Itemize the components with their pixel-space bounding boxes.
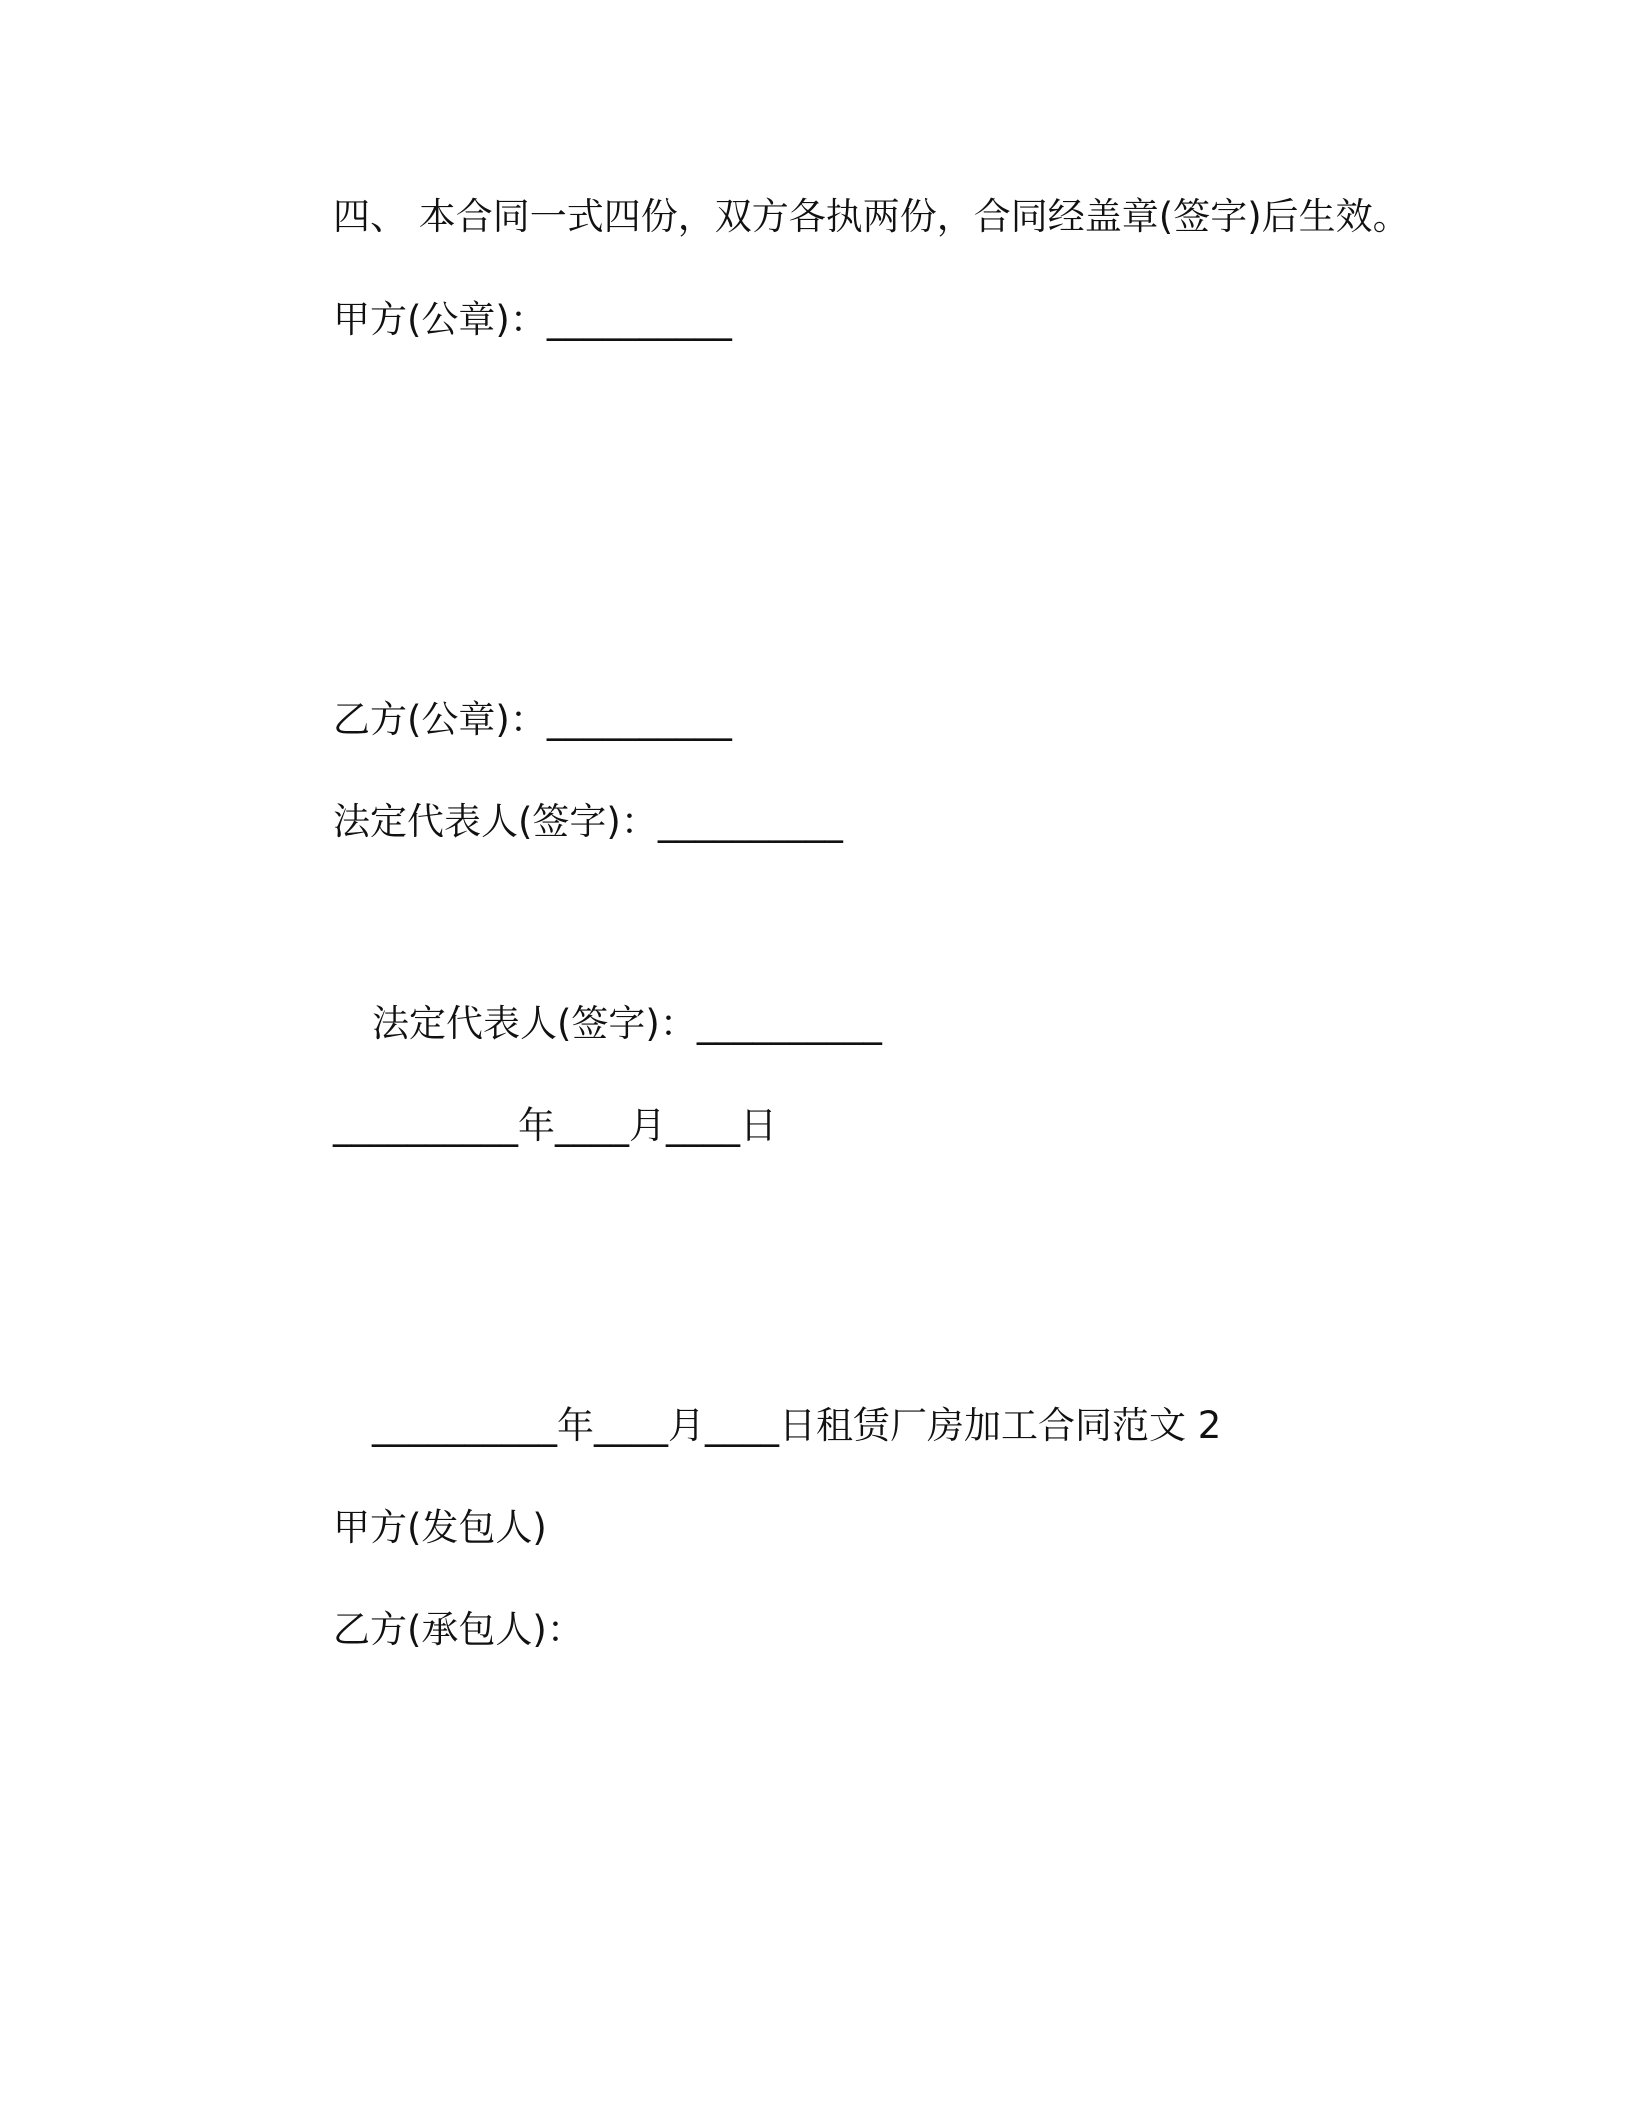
legal-representative-line-1: 法定代表人(签字)：__________ <box>333 800 843 843</box>
date-line: __________年____月____日 <box>333 1104 777 1147</box>
party-a-contractor-line: 甲方(发包人) <box>333 1506 547 1549</box>
party-b-contractor-line: 乙方(承包人)： <box>333 1608 584 1651</box>
clause-four: 四、 本合同一式四份，双方各执两份，合同经盖章(签字)后生效。 <box>333 195 1410 238</box>
party-b-seal-line: 乙方(公章)：__________ <box>333 698 732 741</box>
party-a-seal-line: 甲方(公章)：__________ <box>333 298 732 341</box>
legal-representative-line-2: 法定代表人(签字)：__________ <box>372 1002 882 1045</box>
contract-title-line: __________年____月____日租赁厂房加工合同范文 2 <box>372 1404 1222 1447</box>
